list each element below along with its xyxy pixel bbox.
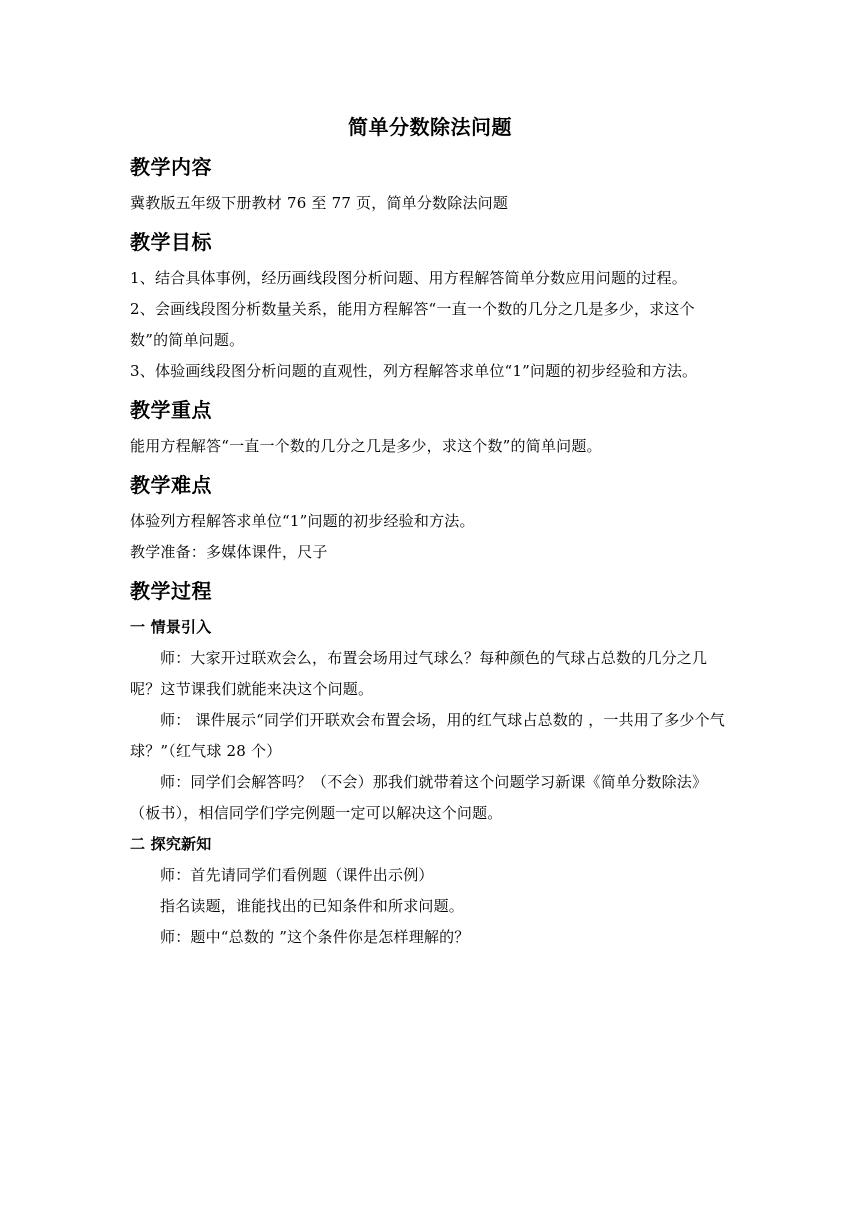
paragraph: 能用方程解答“一直一个数的几分之几是多少，求这个数”的简单问题。 (130, 437, 602, 455)
dialogue-paragraph: 师： 课件展示“同学们开联欢会布置会场，用的红气球占总数的 ，一共用了多少个气球？”（红气球 28 个） (130, 711, 726, 760)
dialogue-paragraph: 师：同学们会解答吗？（不会）那我们就带着这个问题学习新课《简单分数除法》（板书），相信同学们学完例题一定可以解决这个问题。 (130, 773, 708, 822)
section-heading: 教学重点 (130, 398, 212, 422)
section-key-points (130, 395, 730, 462)
section-heading: 教学过程 (130, 579, 212, 603)
objective-item: 3、体验画线段图分析问题的直观性，列方程解答求单位“1”问题的初步经验和方法。 (130, 362, 698, 380)
paragraph: 冀教版五年级下册教材 76 至 77 页，简单分数除法问题 (130, 194, 509, 212)
teaching-prep: 教学准备：多媒体课件，尺子 (130, 543, 328, 561)
objective-item: 2、会画线段图分析数量关系，能用方程解答“一直一个数的几分之几是多少，求这个数”的简单问题。 (130, 300, 695, 349)
section-objectives (130, 227, 730, 387)
section-heading: 教学难点 (130, 473, 212, 497)
dialogue-paragraph: 指名读题，谁能找出的已知条件和所求问题。 (160, 897, 465, 915)
subsection-heading: 一 情景引入 (130, 618, 212, 636)
document-title: 简单分数除法问题 (348, 115, 512, 139)
dialogue-paragraph: 师：题中“总数的 ”这个条件你是怎样理解的？ (160, 928, 470, 946)
section-process (130, 576, 730, 953)
paragraph: 体验列方程解答求单位“1”问题的初步经验和方法。 (130, 512, 475, 530)
section-difficulties (130, 470, 730, 568)
objective-item: 1、结合具体事例，经历画线段图分析问题、用方程解答简单分数应用问题的过程。 (130, 269, 687, 287)
section-heading: 教学目标 (130, 230, 212, 254)
subsection-heading: 二 探究新知 (130, 835, 212, 853)
dialogue-paragraph: 师：首先请同学们看例题（课件出示例） (160, 866, 434, 884)
dialogue-paragraph: 师：大家开过联欢会么，布置会场用过气球么？每种颜色的气球占总数的几分之几呢？这节课我们就能来决这个问题。 (130, 649, 708, 698)
section-content (130, 152, 730, 219)
document-body (130, 110, 730, 953)
section-heading: 教学内容 (130, 155, 212, 179)
